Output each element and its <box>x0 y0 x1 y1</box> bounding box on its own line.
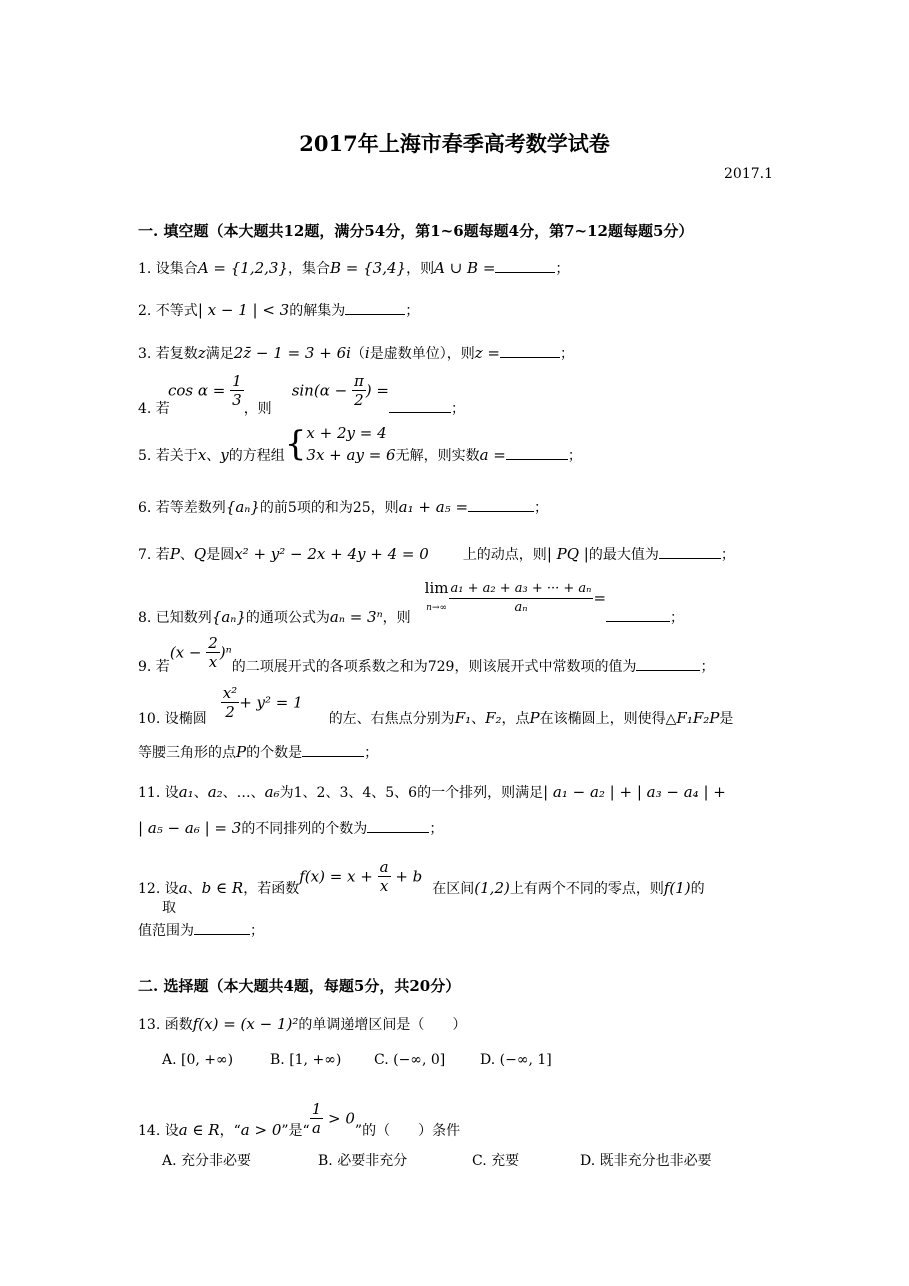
q5-system: x + 2y = 4 3x + ay = 6 <box>306 424 396 464</box>
page-title: 2017年上海市春季高考数学试卷 <box>299 131 610 156</box>
answer-blank[interactable] <box>367 818 429 833</box>
q4-fraction: $\frac{\pi}{2}$ <box>353 372 364 409</box>
q4-fraction: $\frac{1}{3}$ <box>232 372 242 409</box>
answer-blank[interactable] <box>345 300 405 315</box>
q1-text: ，则 <box>406 261 435 277</box>
answer-blank[interactable] <box>389 398 451 413</box>
option-c[interactable]: C. 充要 <box>472 1153 520 1169</box>
q8-fraction: $\frac{\text{a₁ + a₂ + a₃ + ··· + aₙ}}{\text{aₙ}}$ <box>450 580 592 615</box>
q8-limit: lim n→∞ <box>424 579 449 613</box>
question-4: 4. 若cos α = $\frac{1}{3}$ ，则sin(α − $\frac{\pi}{2}$ ) =； <box>138 372 465 417</box>
q1-text: ，集合 <box>288 261 331 277</box>
q1-set-b: B = {3,4} <box>330 259 407 277</box>
option-b[interactable]: B. [1, +∞) <box>270 1052 342 1068</box>
q7-circle-eq: x² + y² − 2x + 4y + 4 = 0 <box>234 545 429 563</box>
question-12: 12. 设a、b ∈ R，若函数f(x) = x + $\frac{a}{x}$ + b在区间(1,2)上有两个不同的零点，则f(1)的 <box>138 858 705 897</box>
answer-blank[interactable] <box>500 343 560 358</box>
brace-icon: { <box>284 424 307 464</box>
q2-inequality: | x − 1 | < 3 <box>197 301 290 319</box>
answer-blank[interactable] <box>606 607 670 622</box>
question-11: 11. 设a₁、a₂、…、a₆为1、2、3、4、5、6的一个排列，则满足| a₁ − a₂ | + | a₃ − a₄ | + <box>138 783 726 801</box>
question-8: 8. 已知数列{aₙ}的通项公式为aₙ = 3ⁿ，则 lim n→∞ $\frac{\text{a₁ + a₂ + a₃ + ··· + aₙ}}{\text{aₙ}}$ =； <box>138 579 685 626</box>
question-11-line-2: | a₅ − a₆ | = 3的不同排列的个数为 ； <box>138 819 444 837</box>
question-10-line-2: 等腰三角形的点P的个数是 ； <box>138 743 379 761</box>
q12-fraction: $\frac{a}{x}$ <box>379 858 389 895</box>
option-d[interactable]: D. (−∞, 1] <box>480 1052 552 1068</box>
q1-set-a: A = {1,2,3} <box>197 259 289 277</box>
question-9: 9. 若(x − $\frac{2}{x}$ )ⁿ的二项展开式的各项系数之和为729，则该展开式中常数项的值为 ； <box>138 634 715 675</box>
exam-date: 2017.1 <box>724 166 773 182</box>
question-12-line-2: 取 <box>162 900 176 916</box>
answer-blank[interactable] <box>659 544 721 559</box>
option-a[interactable]: A. 充分非必要 <box>162 1153 252 1169</box>
question-13: 13. 函数f(x) = (x − 1)²的单调递增区间是（ ） <box>138 1015 467 1033</box>
answer-blank[interactable] <box>468 497 534 512</box>
option-b[interactable]: B. 必要非充分 <box>318 1153 408 1169</box>
question-7: 7. 若P、Q是圆x² + y² − 2x + 4y + 4 = 0 上的动点，则| PQ |的最大值为 ； <box>138 545 735 563</box>
question-10: 10. 设椭圆 $\frac{\text{x²}}{2}$ + y² = 1的左、右焦点分别为F₁、F₂，点P在该椭圆上，则使得△F₁F₂P是 <box>138 684 734 727</box>
question-1: 1. 设集合A = {1,2,3}，集合B = {3,4}，则A ∪ B = ； <box>138 259 570 277</box>
answer-blank[interactable] <box>194 920 250 935</box>
option-d[interactable]: D. 既非充分也非必要 <box>580 1153 712 1169</box>
section-1-heading: 一. 填空题（本大题共12题，满分54分，第1~6题每题4分，第7~12题每题5分） <box>138 222 694 240</box>
question-3: 3. 若复数z满足2z̄ − 1 = 3 + 6i（i是虚数单位），则z = ； <box>138 344 574 362</box>
option-c[interactable]: C. (−∞, 0] <box>374 1052 446 1068</box>
question-12-line-3: 值范围为 ； <box>138 920 264 941</box>
question-6: 6. 若等差数列{aₙ}的前5项的和为25，则a₁ + a₅ = ； <box>138 498 549 516</box>
q10-fraction: $\frac{\text{x²}}{2}$ <box>222 684 238 721</box>
answer-blank[interactable] <box>302 742 364 757</box>
question-14: 14. 设a ∈ R，“a > 0”是“ $\frac{1}{a}$ > 0”的（ ）条件 <box>138 1100 461 1139</box>
section-2-heading: 二. 选择题（本大题共4题，每题5分，共20分） <box>138 977 461 995</box>
answer-blank[interactable] <box>506 445 568 460</box>
q9-fraction: $\frac{2}{x}$ <box>208 634 218 671</box>
q14-fraction: $\frac{1}{a}$ <box>311 1100 322 1137</box>
q11-condition: | a₁ − a₂ | + | a₃ − a₄ | + <box>543 783 726 801</box>
q1-text: 1. 设集合 <box>138 261 198 277</box>
question-5: 5. 若关于x、y的方程组{ x + 2y = 4 3x + ay = 6 无解，则实数a = ； <box>138 424 582 464</box>
q1-union: A ∪ B = <box>434 259 496 277</box>
answer-blank[interactable] <box>636 656 700 671</box>
answer-blank[interactable] <box>495 258 555 273</box>
question-2: 2. 不等式| x − 1 | < 3的解集为 ； <box>138 301 420 319</box>
q13-function: f(x) = (x − 1)² <box>192 1015 299 1033</box>
q3-equation: 2z̄ − 1 = 3 + 6i <box>233 344 351 362</box>
option-a[interactable]: A. [0, +∞) <box>162 1052 234 1068</box>
